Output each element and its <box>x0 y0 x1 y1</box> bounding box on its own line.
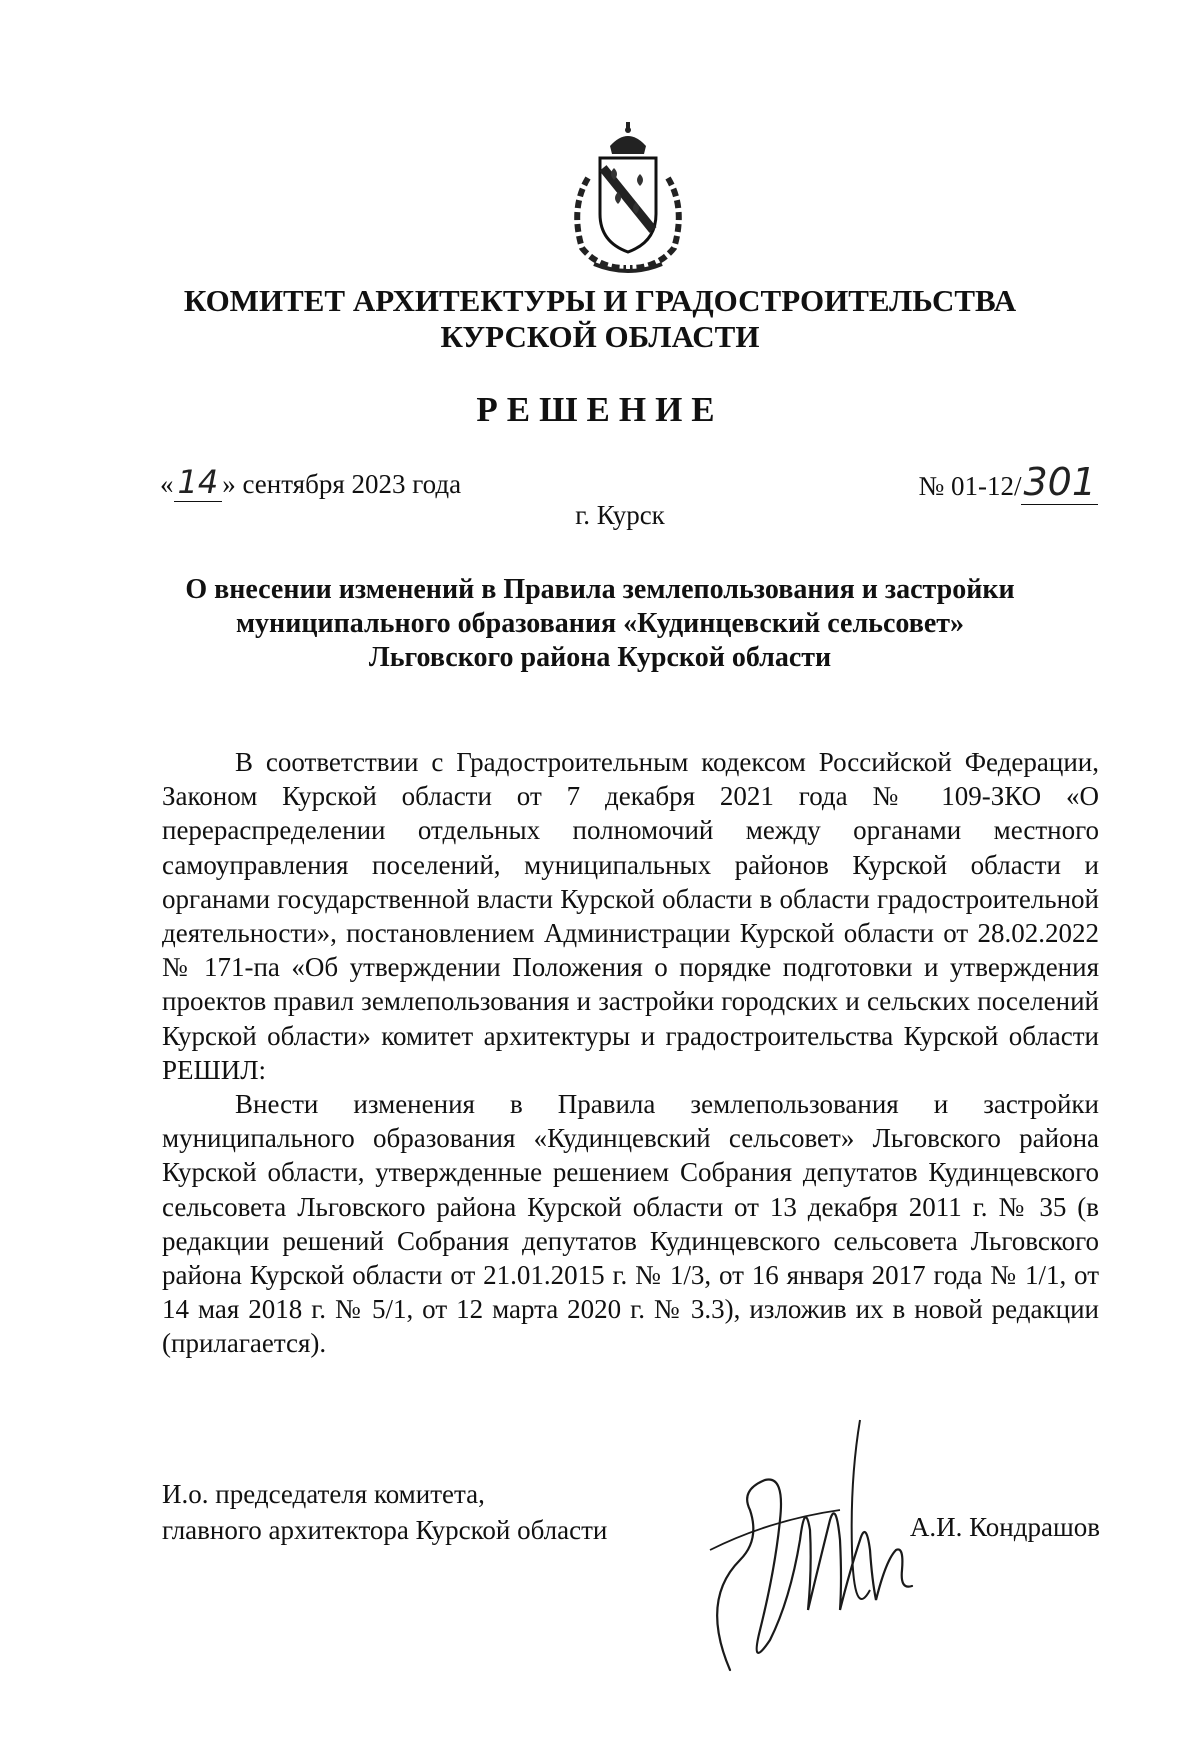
number-value-handwritten: 301 <box>1023 460 1096 504</box>
document-number <box>918 460 1098 504</box>
signatory-position <box>162 1476 607 1548</box>
number-prefix: № 01-12/ <box>918 471 1022 501</box>
date-prefix: « <box>160 469 174 499</box>
document-title-line2: муниципального образования «Кудинцевский сельсовет» <box>235 608 964 639</box>
document-type: РЕШЕНИЕ <box>476 390 724 429</box>
coat-of-arms-icon <box>548 118 708 278</box>
document-body <box>162 745 1099 1361</box>
document-title-line1: О внесении изменений в Правила землепользования и застройки <box>185 574 1015 605</box>
document-date <box>160 463 461 501</box>
signatory-position-line1: И.о. председателя комитета, <box>162 1479 485 1509</box>
body-paragraph-1: В соответствии с Градостроительным кодексом Российской Федерации, Законом Курской области от 7 декабря 2021 года № 109-ЗКО «О перераспределении отдельных полномочий между органами местного самоуправления поселений, муниципальных районов Курской области и органами государственной власти Курской области в области градостроительной деятельности», постановлением Администрации Курской области от 28.02.2022 № 171-па «Об утверждении Положения о порядке подготовки и утверждения проектов правил землепользования и застройки городских и сельских поселений Курской области» комитет архитектуры и градостроительства Курской области РЕШИЛ: <box>162 747 1099 1085</box>
signatory-name: А.И. Кондрашов <box>909 1512 1100 1542</box>
date-day-handwritten: 14 <box>174 463 223 502</box>
document-title-line3: Льговского района Курской области <box>368 642 832 673</box>
organization-name-line2: КУРСКОЙ ОБЛАСТИ <box>440 319 760 354</box>
organization-name-line1: КОМИТЕТ АРХИТЕКТУРЫ И ГРАДОСТРОИТЕЛЬСТВА <box>183 283 1017 318</box>
date-rest: » сентября 2023 года <box>222 469 462 499</box>
signatory-position-line2: главного архитектора Курской области <box>162 1515 608 1545</box>
body-paragraph-2: Внести изменения в Правила землепользования и застройки муниципального образования «Кудинцевский сельсовет» Льговского района Курской области, утвержденные решением Собрания депутатов Кудинцевского сельсовета Льговского района Курской области от 13 декабря 2011 г. № 35 (в редакции решений Собрания депутатов Кудинцевского сельсовета Льговского района Курской области от 21.01.2015 г. № 1/3, от 16 января 2017 года № 1/1, от 14 мая 2018 г. № 5/1, от 12 марта 2020 г. № 3.3), изложив их в новой редакции (прилагается). <box>162 1089 1099 1359</box>
handwritten-signature-icon <box>690 1400 930 1700</box>
document-city: г. Курск <box>575 500 665 530</box>
